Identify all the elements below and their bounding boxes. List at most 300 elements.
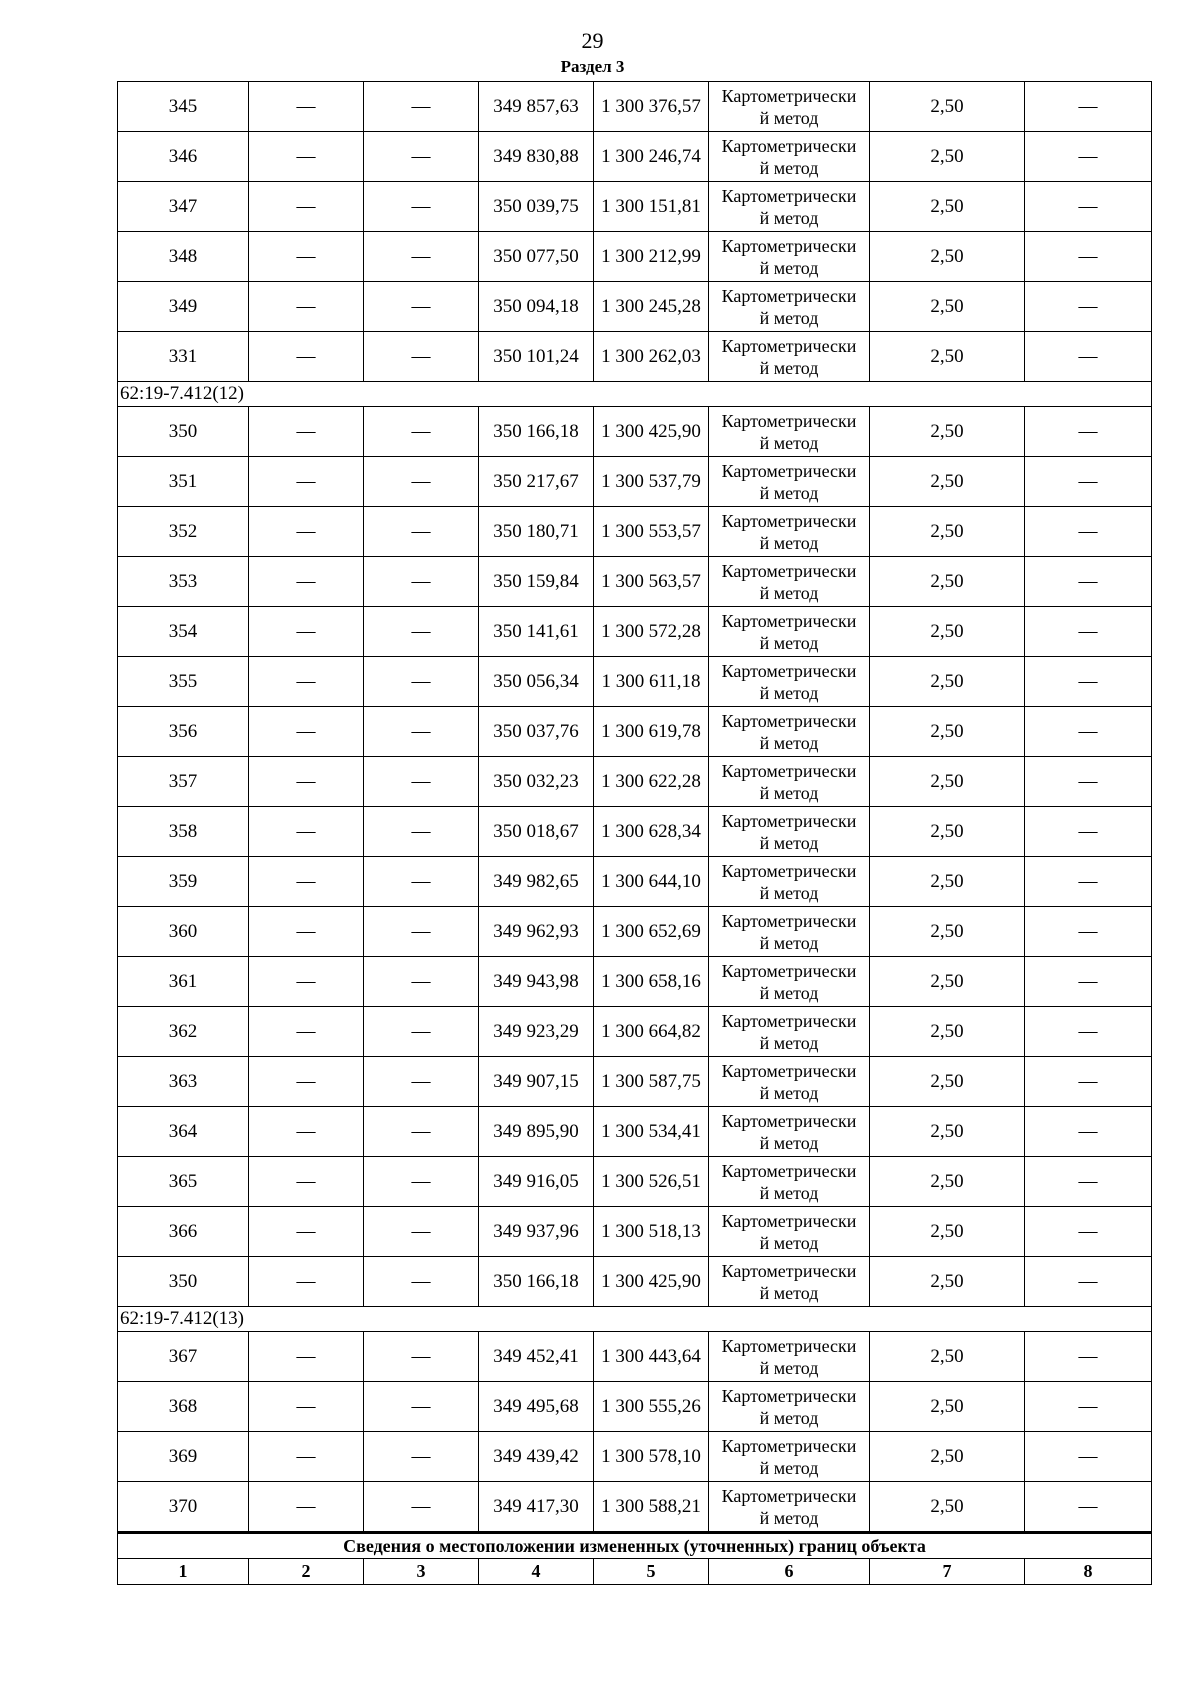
method-cell [709, 457, 870, 507]
coord-x: 349 439,42 [479, 1432, 594, 1482]
column-number: 4 [479, 1559, 594, 1585]
accuracy: 2,50 [870, 182, 1025, 232]
coord-y: 1 300 246,74 [594, 132, 709, 182]
accuracy: 2,50 [870, 1332, 1025, 1382]
method-cell [709, 332, 870, 382]
old-y-dash: — [364, 657, 479, 707]
method-label: Картометрически й метод [721, 860, 857, 903]
table-row [118, 407, 1152, 457]
method-label: Картометрически й метод [721, 285, 857, 328]
table-row [118, 957, 1152, 1007]
method-label: Картометрически й метод [721, 1010, 857, 1053]
description-dash: — [1025, 857, 1152, 907]
method-cell [709, 757, 870, 807]
method-cell [709, 1382, 870, 1432]
table-body [118, 82, 1152, 1533]
old-x-dash: — [249, 457, 364, 507]
coord-y: 1 300 587,75 [594, 1057, 709, 1107]
table-row [118, 1382, 1152, 1432]
method-label: Картометрически й метод [721, 1485, 857, 1528]
old-x-dash: — [249, 1482, 364, 1533]
old-x-dash: — [249, 657, 364, 707]
coord-x: 350 018,67 [479, 807, 594, 857]
coord-x: 349 907,15 [479, 1057, 594, 1107]
description-dash: — [1025, 657, 1152, 707]
old-y-dash: — [364, 507, 479, 557]
old-y-dash: — [364, 1332, 479, 1382]
group-row [118, 1307, 1152, 1332]
accuracy: 2,50 [870, 407, 1025, 457]
method-cell [709, 1107, 870, 1157]
method-cell [709, 1332, 870, 1382]
coord-y: 1 300 262,03 [594, 332, 709, 382]
old-x-dash: — [249, 1057, 364, 1107]
coord-y: 1 300 518,13 [594, 1207, 709, 1257]
accuracy: 2,50 [870, 507, 1025, 557]
point-number: 350 [118, 1257, 249, 1307]
coord-y: 1 300 425,90 [594, 1257, 709, 1307]
table-row [118, 557, 1152, 607]
description-dash: — [1025, 182, 1152, 232]
method-cell [709, 1157, 870, 1207]
group-row [118, 382, 1152, 407]
description-dash: — [1025, 1057, 1152, 1107]
description-dash: — [1025, 1157, 1152, 1207]
coord-y: 1 300 534,41 [594, 1107, 709, 1157]
method-cell [709, 657, 870, 707]
table-row [118, 1057, 1152, 1107]
description-dash: — [1025, 282, 1152, 332]
table-row [118, 1257, 1152, 1307]
description-dash: — [1025, 132, 1152, 182]
coord-x: 349 857,63 [479, 82, 594, 132]
method-cell [709, 1057, 870, 1107]
group-label: 62:19-7.412(13) [118, 1307, 1152, 1332]
method-label: Картометрически й метод [721, 1385, 857, 1428]
point-number: 351 [118, 457, 249, 507]
method-label: Картометрически й метод [721, 760, 857, 803]
description-dash: — [1025, 1257, 1152, 1307]
coord-x: 350 166,18 [479, 1257, 594, 1307]
table-row [118, 332, 1152, 382]
old-y-dash: — [364, 1432, 479, 1482]
method-label: Картометрически й метод [721, 1260, 857, 1303]
point-number: 366 [118, 1207, 249, 1257]
point-number: 367 [118, 1332, 249, 1382]
method-label: Картометрически й метод [721, 235, 857, 278]
old-y-dash: — [364, 407, 479, 457]
page-number: 29 [581, 28, 604, 53]
accuracy: 2,50 [870, 332, 1025, 382]
old-x-dash: — [249, 1332, 364, 1382]
coord-y: 1 300 578,10 [594, 1432, 709, 1482]
column-number: 7 [870, 1559, 1025, 1585]
accuracy: 2,50 [870, 1257, 1025, 1307]
coord-y: 1 300 644,10 [594, 857, 709, 907]
coord-x: 350 039,75 [479, 182, 594, 232]
table-row [118, 132, 1152, 182]
coord-x: 350 166,18 [479, 407, 594, 457]
table-row [118, 1432, 1152, 1482]
coord-y: 1 300 628,34 [594, 807, 709, 857]
old-x-dash: — [249, 907, 364, 957]
description-dash: — [1025, 1482, 1152, 1533]
footer-title-row [118, 1533, 1152, 1559]
coord-x: 349 452,41 [479, 1332, 594, 1382]
old-y-dash: — [364, 232, 479, 282]
point-number: 354 [118, 607, 249, 657]
method-cell [709, 407, 870, 457]
point-number: 352 [118, 507, 249, 557]
old-y-dash: — [364, 707, 479, 757]
accuracy: 2,50 [870, 1107, 1025, 1157]
coord-y: 1 300 151,81 [594, 182, 709, 232]
old-x-dash: — [249, 182, 364, 232]
old-x-dash: — [249, 1007, 364, 1057]
old-y-dash: — [364, 907, 479, 957]
method-cell [709, 957, 870, 1007]
old-x-dash: — [249, 1157, 364, 1207]
old-x-dash: — [249, 332, 364, 382]
old-y-dash: — [364, 1007, 479, 1057]
coord-x: 350 094,18 [479, 282, 594, 332]
coord-x: 350 141,61 [479, 607, 594, 657]
description-dash: — [1025, 1332, 1152, 1382]
column-numbers-row [118, 1559, 1152, 1585]
old-x-dash: — [249, 607, 364, 657]
accuracy: 2,50 [870, 757, 1025, 807]
table-row [118, 707, 1152, 757]
old-y-dash: — [364, 607, 479, 657]
table-row [118, 507, 1152, 557]
coord-y: 1 300 611,18 [594, 657, 709, 707]
point-number: 362 [118, 1007, 249, 1057]
accuracy: 2,50 [870, 1057, 1025, 1107]
old-y-dash: — [364, 1207, 479, 1257]
point-number: 355 [118, 657, 249, 707]
description-dash: — [1025, 957, 1152, 1007]
coord-x: 350 037,76 [479, 707, 594, 757]
method-label: Картометрически й метод [721, 660, 857, 703]
old-x-dash: — [249, 957, 364, 1007]
table-row [118, 907, 1152, 957]
description-dash: — [1025, 1382, 1152, 1432]
table-row [118, 82, 1152, 132]
point-number: 356 [118, 707, 249, 757]
coord-y: 1 300 664,82 [594, 1007, 709, 1057]
old-x-dash: — [249, 1107, 364, 1157]
description-dash: — [1025, 407, 1152, 457]
table-row [118, 1157, 1152, 1207]
description-dash: — [1025, 82, 1152, 132]
old-y-dash: — [364, 557, 479, 607]
method-cell [709, 132, 870, 182]
point-number: 368 [118, 1382, 249, 1432]
accuracy: 2,50 [870, 1482, 1025, 1533]
table-row [118, 1107, 1152, 1157]
table-row [118, 607, 1152, 657]
method-cell [709, 232, 870, 282]
old-y-dash: — [364, 1257, 479, 1307]
method-label: Картометрически й метод [721, 335, 857, 378]
coord-y: 1 300 658,16 [594, 957, 709, 1007]
column-number: 3 [364, 1559, 479, 1585]
table-row [118, 1207, 1152, 1257]
coord-y: 1 300 619,78 [594, 707, 709, 757]
accuracy: 2,50 [870, 82, 1025, 132]
point-number: 346 [118, 132, 249, 182]
coord-x: 349 895,90 [479, 1107, 594, 1157]
coord-y: 1 300 212,99 [594, 232, 709, 282]
old-x-dash: — [249, 82, 364, 132]
description-dash: — [1025, 757, 1152, 807]
coord-x: 350 159,84 [479, 557, 594, 607]
coord-y: 1 300 572,28 [594, 607, 709, 657]
method-label: Картометрически й метод [721, 410, 857, 453]
accuracy: 2,50 [870, 457, 1025, 507]
method-label: Картометрически й метод [721, 710, 857, 753]
method-label: Картометрически й метод [721, 610, 857, 653]
old-y-dash: — [364, 1382, 479, 1432]
accuracy: 2,50 [870, 807, 1025, 857]
method-cell [709, 1432, 870, 1482]
old-y-dash: — [364, 457, 479, 507]
point-number: 359 [118, 857, 249, 907]
old-y-dash: — [364, 1107, 479, 1157]
coord-x: 350 056,34 [479, 657, 594, 707]
column-number: 8 [1025, 1559, 1152, 1585]
point-number: 369 [118, 1432, 249, 1482]
coord-x: 350 101,24 [479, 332, 594, 382]
coord-x: 350 217,67 [479, 457, 594, 507]
table-row [118, 1007, 1152, 1057]
old-x-dash: — [249, 132, 364, 182]
method-cell [709, 1257, 870, 1307]
method-label: Картометрически й метод [721, 85, 857, 128]
accuracy: 2,50 [870, 1007, 1025, 1057]
accuracy: 2,50 [870, 1207, 1025, 1257]
description-dash: — [1025, 1432, 1152, 1482]
coord-x: 349 417,30 [479, 1482, 594, 1533]
point-number: 361 [118, 957, 249, 1007]
accuracy: 2,50 [870, 132, 1025, 182]
description-dash: — [1025, 1207, 1152, 1257]
coord-y: 1 300 425,90 [594, 407, 709, 457]
accuracy: 2,50 [870, 1382, 1025, 1432]
method-label: Картометрически й метод [721, 810, 857, 853]
method-cell [709, 507, 870, 557]
old-x-dash: — [249, 232, 364, 282]
coord-x: 349 923,29 [479, 1007, 594, 1057]
description-dash: — [1025, 1007, 1152, 1057]
description-dash: — [1025, 1107, 1152, 1157]
description-dash: — [1025, 507, 1152, 557]
coord-y: 1 300 537,79 [594, 457, 709, 507]
old-x-dash: — [249, 1382, 364, 1432]
description-dash: — [1025, 707, 1152, 757]
old-x-dash: — [249, 1207, 364, 1257]
method-cell [709, 857, 870, 907]
coord-x: 349 962,93 [479, 907, 594, 957]
method-cell [709, 182, 870, 232]
old-y-dash: — [364, 757, 479, 807]
table-row [118, 657, 1152, 707]
table-row [118, 807, 1152, 857]
accuracy: 2,50 [870, 707, 1025, 757]
method-label: Картометрически й метод [721, 1110, 857, 1153]
point-number: 353 [118, 557, 249, 607]
accuracy: 2,50 [870, 1157, 1025, 1207]
accuracy: 2,50 [870, 607, 1025, 657]
old-x-dash: — [249, 1432, 364, 1482]
method-label: Картометрически й метод [721, 1060, 857, 1103]
old-y-dash: — [364, 957, 479, 1007]
old-y-dash: — [364, 1157, 479, 1207]
column-number: 1 [118, 1559, 249, 1585]
accuracy: 2,50 [870, 907, 1025, 957]
coord-x: 349 916,05 [479, 1157, 594, 1207]
old-x-dash: — [249, 857, 364, 907]
column-number: 6 [709, 1559, 870, 1585]
coord-y: 1 300 622,28 [594, 757, 709, 807]
point-number: 370 [118, 1482, 249, 1533]
method-label: Картометрически й метод [721, 460, 857, 503]
point-number: 345 [118, 82, 249, 132]
method-label: Картометрически й метод [721, 1210, 857, 1253]
coord-y: 1 300 652,69 [594, 907, 709, 957]
method-cell [709, 607, 870, 657]
coord-y: 1 300 245,28 [594, 282, 709, 332]
accuracy: 2,50 [870, 857, 1025, 907]
point-number: 364 [118, 1107, 249, 1157]
method-cell [709, 282, 870, 332]
method-cell [709, 1007, 870, 1057]
old-y-dash: — [364, 1482, 479, 1533]
method-label: Картометрически й метод [721, 910, 857, 953]
coord-x: 349 495,68 [479, 1382, 594, 1432]
old-x-dash: — [249, 807, 364, 857]
old-x-dash: — [249, 707, 364, 757]
old-x-dash: — [249, 757, 364, 807]
coord-y: 1 300 563,57 [594, 557, 709, 607]
old-y-dash: — [364, 1057, 479, 1107]
accuracy: 2,50 [870, 657, 1025, 707]
old-x-dash: — [249, 507, 364, 557]
old-x-dash: — [249, 282, 364, 332]
accuracy: 2,50 [870, 1432, 1025, 1482]
method-label: Картометрически й метод [721, 185, 857, 228]
table-row [118, 182, 1152, 232]
coord-x: 349 982,65 [479, 857, 594, 907]
old-y-dash: — [364, 282, 479, 332]
method-label: Картометрически й метод [721, 560, 857, 603]
description-dash: — [1025, 607, 1152, 657]
table-row [118, 1332, 1152, 1382]
table-row [118, 282, 1152, 332]
coord-y: 1 300 443,64 [594, 1332, 709, 1382]
method-cell [709, 1482, 870, 1533]
old-y-dash: — [364, 132, 479, 182]
coord-y: 1 300 555,26 [594, 1382, 709, 1432]
group-label: 62:19-7.412(12) [118, 382, 1152, 407]
method-label: Картометрически й метод [721, 1160, 857, 1203]
table-row [118, 457, 1152, 507]
description-dash: — [1025, 807, 1152, 857]
table-row [118, 232, 1152, 282]
method-label: Картометрически й метод [721, 1435, 857, 1478]
point-number: 357 [118, 757, 249, 807]
method-cell [709, 1207, 870, 1257]
old-y-dash: — [364, 807, 479, 857]
coord-x: 349 830,88 [479, 132, 594, 182]
coord-x: 350 032,23 [479, 757, 594, 807]
table-row [118, 757, 1152, 807]
footer-title: Сведения о местоположении измененных (уточненных) границ объекта [118, 1533, 1152, 1559]
old-y-dash: — [364, 82, 479, 132]
accuracy: 2,50 [870, 957, 1025, 1007]
method-label: Картометрически й метод [721, 135, 857, 178]
accuracy: 2,50 [870, 282, 1025, 332]
column-number: 5 [594, 1559, 709, 1585]
accuracy: 2,50 [870, 557, 1025, 607]
method-label: Картометрически й метод [721, 1335, 857, 1378]
coord-y: 1 300 376,57 [594, 82, 709, 132]
old-y-dash: — [364, 182, 479, 232]
point-number: 348 [118, 232, 249, 282]
method-cell [709, 557, 870, 607]
method-label: Картометрически й метод [721, 960, 857, 1003]
description-dash: — [1025, 332, 1152, 382]
description-dash: — [1025, 457, 1152, 507]
point-number: 349 [118, 282, 249, 332]
coord-x: 350 180,71 [479, 507, 594, 557]
old-y-dash: — [364, 857, 479, 907]
coord-x: 350 077,50 [479, 232, 594, 282]
table-row [118, 857, 1152, 907]
coordinates-table [117, 81, 1152, 1585]
accuracy: 2,50 [870, 232, 1025, 282]
point-number: 331 [118, 332, 249, 382]
table-row [118, 1482, 1152, 1533]
method-cell [709, 707, 870, 757]
point-number: 358 [118, 807, 249, 857]
point-number: 360 [118, 907, 249, 957]
old-x-dash: — [249, 1257, 364, 1307]
old-x-dash: — [249, 407, 364, 457]
section-title: Раздел 3 [560, 57, 625, 76]
point-number: 365 [118, 1157, 249, 1207]
method-cell [709, 82, 870, 132]
coord-x: 349 943,98 [479, 957, 594, 1007]
coord-x: 349 937,96 [479, 1207, 594, 1257]
coord-y: 1 300 526,51 [594, 1157, 709, 1207]
old-y-dash: — [364, 332, 479, 382]
point-number: 363 [118, 1057, 249, 1107]
description-dash: — [1025, 232, 1152, 282]
description-dash: — [1025, 557, 1152, 607]
method-cell [709, 807, 870, 857]
column-number: 2 [249, 1559, 364, 1585]
method-label: Картометрически й метод [721, 510, 857, 553]
method-cell [709, 907, 870, 957]
old-x-dash: — [249, 557, 364, 607]
table-footer [118, 1533, 1152, 1585]
coord-y: 1 300 588,21 [594, 1482, 709, 1533]
point-number: 347 [118, 182, 249, 232]
coord-y: 1 300 553,57 [594, 507, 709, 557]
description-dash: — [1025, 907, 1152, 957]
point-number: 350 [118, 407, 249, 457]
